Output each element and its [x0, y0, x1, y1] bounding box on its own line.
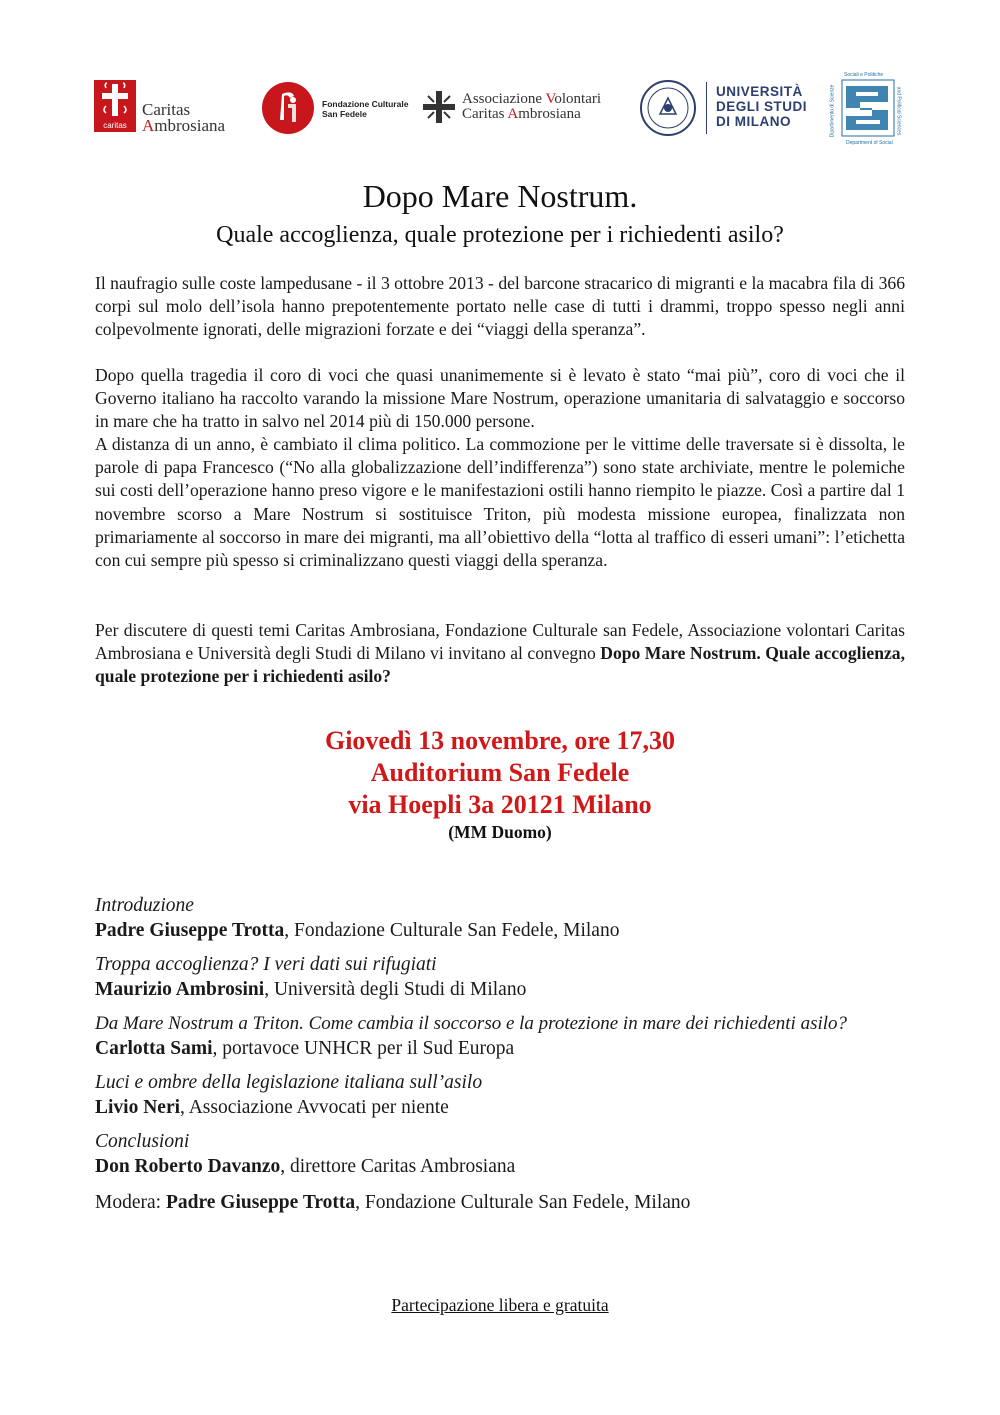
fondazione-san-fedele-logo [262, 82, 412, 138]
dsps-caption-left: Dipartimento di Scienze [829, 84, 836, 138]
program-speaker: Don Roberto Davanzo, direttore Caritas Ambrosiana [95, 1156, 516, 1177]
dsps-caption-bottom: Department of Social [846, 140, 893, 146]
unimi-name-line2: DEGLI STUDI [716, 99, 808, 114]
program-topic: Conclusioni [95, 1131, 190, 1152]
invitation-text: Per discutere di questi temi Caritas Ambrosiana, Fondazione Culturale san Fedele, Associazione volontari Caritas Ambrosiana e Università degli Studi di Milano vi invitano al convegno [95, 620, 905, 664]
program-topic: Luci e ombre della legislazione italiana sull’asilo [95, 1072, 483, 1093]
unimi-separator [706, 82, 707, 134]
avca-cross-icon [422, 90, 456, 124]
avca-name [462, 92, 601, 122]
intro-paragraph-2: Dopo quella tragedia il coro di voci che quasi unanimemente si è levato è stato “mai più”, coro di voci che il Governo italiano ha raccolto varando la missione Mare Nostrum, operazione umanitaria di salvataggio e soccorso in mare che ha tratto in salvo nel 2014 più di 150.000 persone. [95, 365, 905, 432]
unimi-name [716, 84, 807, 129]
dsps-caption-right: and Political Sciences [895, 86, 902, 136]
program-topic: Introduzione [95, 895, 194, 916]
document-title: Dopo Mare Nostrum. [362, 178, 638, 214]
event-venue: Auditorium San Fedele [370, 758, 630, 787]
invitation-paragraph [95, 619, 905, 689]
event-date: Giovedì 13 novembre, ore 17,30 [324, 726, 675, 755]
program-topic: Da Mare Nostrum a Triton. Come cambia il soccorso e la protezione in mare dei richiedenti asilo? [95, 1013, 848, 1034]
avca-name-line2: Caritas Ambrosiana [462, 106, 581, 122]
event-address: via Hoepli 3a 20121 Milano [348, 790, 652, 819]
fondazione-name [322, 99, 408, 119]
caritas-name-line2: Ambrosiana [142, 116, 226, 135]
event-metro: (MM Duomo) [448, 822, 552, 842]
associazione-volontari-logo [422, 88, 622, 128]
program-speaker: Carlotta Sami, portavoce UNHCR per il Sud Europa [95, 1038, 515, 1059]
program-topic: Troppa accoglienza? I veri dati sui rifugiati [95, 954, 437, 975]
program-speaker: Livio Neri, Associazione Avvocati per niente [95, 1097, 449, 1118]
unimi-name-line1: UNIVERSITÀ [716, 84, 803, 99]
universita-milano-logo [638, 78, 828, 140]
unimi-name-line3: DI MILANO [716, 114, 791, 129]
participation-note: Partecipazione libera e gratuita [391, 1295, 609, 1315]
logo-bar [0, 0, 1000, 160]
fondazione-emblem-icon [262, 82, 314, 134]
avca-name-line1: Associazione Volontari [462, 91, 602, 107]
caritas-name-line1: Caritas [142, 100, 191, 119]
moderator-line: Modera: Padre Giuseppe Trotta, Fondazione Culturale San Fedele, Milano [95, 1192, 691, 1213]
dsps-caption-top: Sociali e Politiche [844, 72, 884, 78]
document-subtitle: Quale accoglienza, quale protezione per i richiedenti asilo? [216, 222, 784, 248]
intro-paragraph-3: A distanza di un anno, è cambiato il clima politico. La commozione per le vittime delle traversate si è dissolta, le parole di papa Francesco (“No alla globalizzazione dell’indifferenza”) sono state archiviate, mentre le polemiche sui costi dell’operazione hanno preso vigore e le manifestazioni ostili hanno riempito le piazze. Così a partire dal 1 novembre scorso a Mare Nostrum si sostituisce Triton, più modesta missione europea, finalizzata non primariamente al soccorso in mare dei migranti, ma all’obiettivo della “lotta al traffico di esseri umani”: l’etichetta con cui sempre più spesso si criminalizzano questi viaggi della speranza. [95, 434, 905, 571]
caritas-ambrosiana-logo [94, 80, 244, 140]
intro-paragraph-1: Il naufragio sulle coste lampedusane - il 3 ottobre 2013 - del barcone stracarico di migranti e la macabra fila di 366 corpi sul molo dell’isola hanno prepotentemente portato nelle case di tutti i drammi, troppo spesso negli anni colpevolmente ignorati, delle migrazioni forzate e dei “viaggi della speranza”. [95, 273, 905, 340]
program-speaker: Maurizio Ambrosini, Università degli Studi di Milano [95, 979, 527, 1000]
program-speaker: Padre Giuseppe Trotta, Fondazione Culturale San Fedele, Milano [95, 920, 620, 941]
dsps-department-logo [830, 72, 910, 148]
caritas-cross-icon [94, 80, 136, 132]
invitation-title: Dopo Mare Nostrum. Quale accoglienza, quale protezione per i richiedenti asilo? [95, 643, 905, 687]
university-seal-icon [638, 78, 698, 138]
caritas-cross-caption: caritas [103, 121, 127, 130]
fondazione-name-line1: Fondazione Culturale [322, 99, 409, 109]
caritas-name [142, 102, 225, 134]
fondazione-name-line2: San Fedele [322, 109, 367, 119]
